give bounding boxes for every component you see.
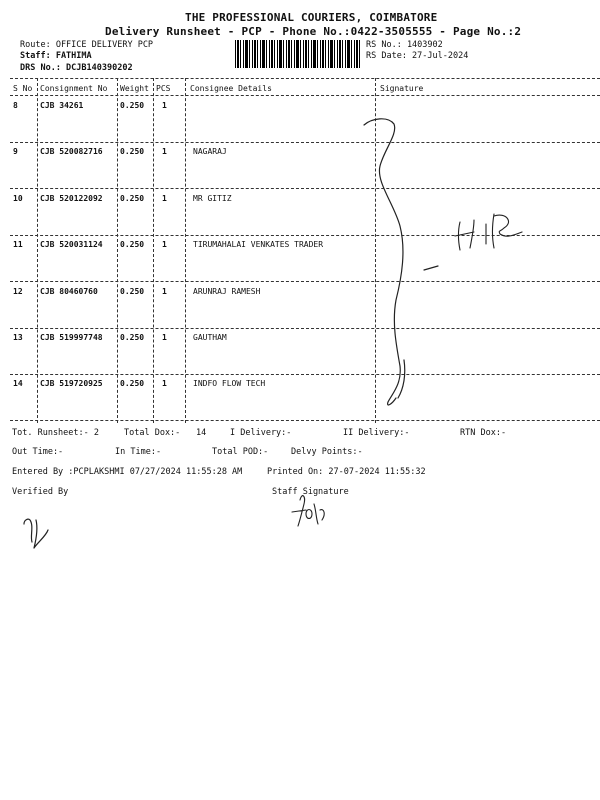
row-weight: 0.250: [120, 379, 145, 388]
row-sno: 11: [13, 240, 23, 249]
row-pcs: 1: [162, 240, 167, 249]
row-pcs: 1: [162, 333, 167, 342]
row-weight: 0.250: [120, 333, 145, 342]
staff-label: Staff: FATHIMA: [20, 51, 92, 61]
row-consignment-no: CJB 519997748: [40, 333, 103, 342]
rs-number: RS No.: 1403902: [366, 40, 443, 50]
delvy-points: Delvy Points:-: [291, 447, 363, 457]
row-consignee: ARUNRAJ RAMESH: [193, 287, 261, 296]
row-weight: 0.250: [120, 101, 145, 110]
out-time: Out Time:-: [12, 447, 64, 457]
row-consignee: INDFO FLOW TECH: [193, 379, 266, 388]
in-time: In Time:-: [115, 447, 162, 457]
row-consignment-no: CJB 80460760: [40, 287, 98, 296]
row-pcs: 1: [162, 147, 167, 156]
i-delivery: I Delivery:-: [230, 428, 292, 438]
row-consignee: MR GITIZ: [193, 194, 232, 203]
row-consignment-no: CJB 34261: [40, 101, 84, 110]
column-header: Weight: [120, 84, 149, 93]
verified-by-label: Verified By: [12, 487, 69, 497]
row-pcs: 1: [162, 194, 167, 203]
rtn-dox: RTN Dox:-: [460, 428, 507, 438]
rs-date: RS Date: 27-Jul-2024: [366, 51, 469, 61]
column-header: PCS: [156, 84, 171, 93]
row-pcs: 1: [162, 287, 167, 296]
row-pcs: 1: [162, 379, 167, 388]
column-header: Signature: [380, 84, 424, 93]
row-consignment-no: CJB 520082716: [40, 147, 103, 156]
row-weight: 0.250: [120, 194, 145, 203]
column-header: Consignment No: [40, 84, 108, 93]
row-weight: 0.250: [120, 147, 145, 156]
total-dox-value: 14: [196, 428, 207, 438]
row-weight: 0.250: [120, 240, 145, 249]
row-sno: 8: [13, 101, 18, 110]
row-pcs: 1: [162, 101, 167, 110]
ii-delivery: II Delivery:-: [343, 428, 410, 438]
column-header: S No: [13, 84, 33, 93]
row-sno: 10: [13, 194, 23, 203]
row-consignment-no: CJB 520122092: [40, 194, 103, 203]
entered-by: Entered By :PCPLAKSHMI 07/27/2024 11:55:28 AM: [12, 467, 243, 477]
runsheet-subtitle: Delivery Runsheet - PCP - Phone No.:0422-3505555 - Page No.:2: [105, 25, 522, 38]
row-weight: 0.250: [120, 287, 145, 296]
column-header: Consignee Details: [190, 84, 272, 93]
company-title: THE PROFESSIONAL COURIERS, COIMBATORE: [185, 11, 438, 24]
route-label: Route: OFFICE DELIVERY PCP: [20, 40, 154, 50]
row-sno: 12: [13, 287, 23, 296]
row-sno: 13: [13, 333, 23, 342]
tot-runsheet: Tot. Runsheet:- 2: [12, 428, 99, 438]
drs-number: DRS No.: DCJB140390202: [20, 63, 133, 73]
staff-signature-label: Staff Signature: [272, 487, 349, 497]
row-consignment-no: CJB 520031124: [40, 240, 103, 249]
printed-on: Printed On: 27-07-2024 11:55:32: [267, 467, 426, 477]
row-consignee: TIRUMAHALAI VENKATES TRADER: [193, 240, 324, 249]
total-dox-label: Total Dox:-: [124, 428, 181, 438]
row-sno: 14: [13, 379, 23, 388]
row-consignee: GAUTHAM: [193, 333, 227, 342]
row-consignee: NAGARAJ: [193, 147, 227, 156]
row-sno: 9: [13, 147, 18, 156]
total-pod: Total POD:-: [212, 447, 269, 457]
row-consignment-no: CJB 519720925: [40, 379, 103, 388]
